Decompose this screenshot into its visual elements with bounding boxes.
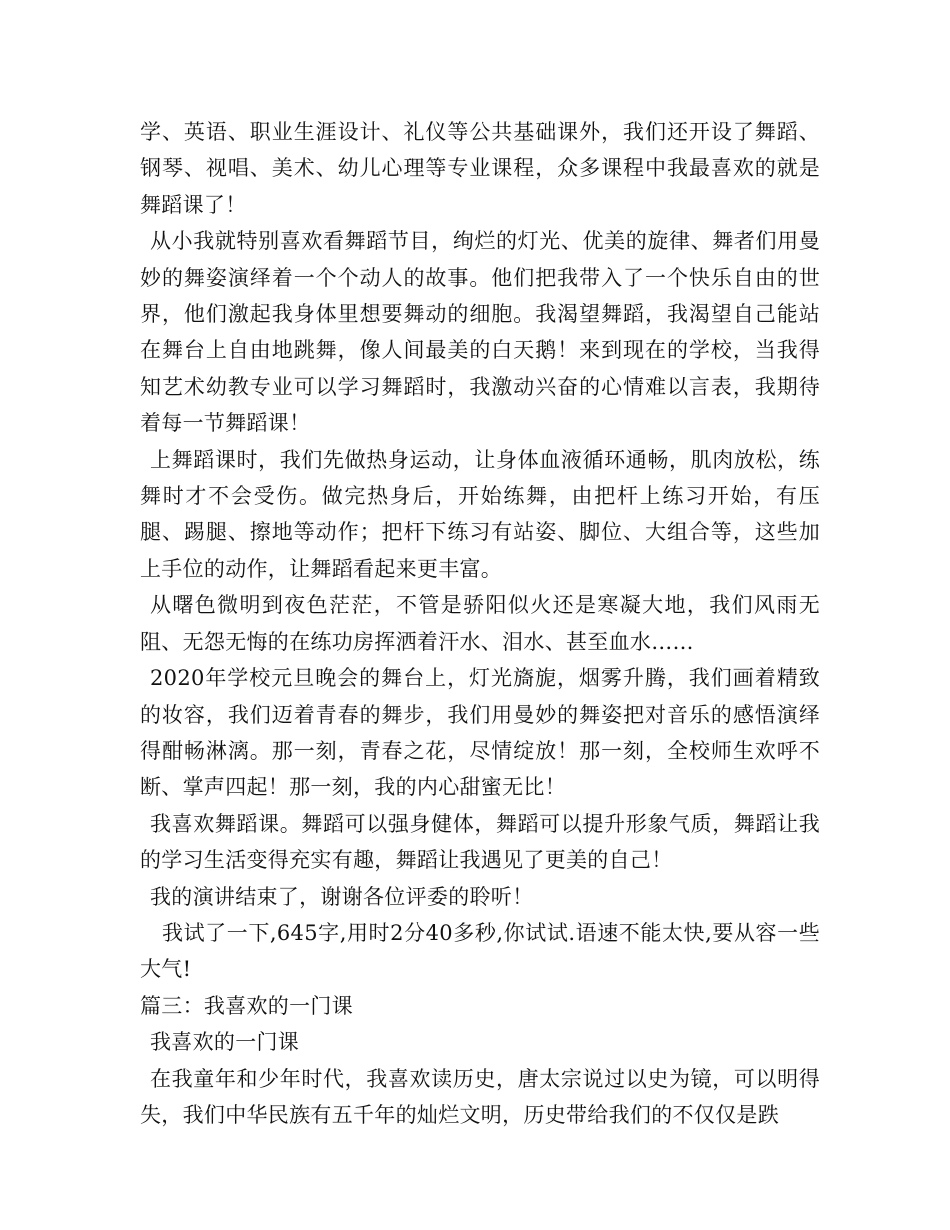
paragraph-note: 我试了一下,645字,用时2分40多秒,你试试.语速不能太快,要从容一些大气! [140, 920, 820, 982]
document-body [140, 114, 820, 1133]
paragraph-practice: 从曙色微明到夜色茫茫，不管是骄阳似火还是寒凝大地，我们风雨无阻、无怨无悔的在练功房挥洒着汗水、泪水、甚至血水…… [140, 593, 820, 654]
section-title: 我喜欢的一门课 [150, 1030, 300, 1055]
paragraph-new-year-show: 2020年学校元旦晚会的舞台上，灯光旖旎，烟雾升腾，我们画着精致的妆容，我们迈着青春的舞步，我们用曼妙的舞姿把对音乐的感悟演绎得酣畅淋漓。那一刻，青春之花，尽情绽放！那一刻，全校师生欢呼不断、掌声四起！那一刻，我的内心甜蜜无比！ [140, 666, 820, 800]
section-heading: 篇三：我喜欢的一门课 [140, 993, 353, 1018]
paragraph-history: 在我童年和少年时代，我喜欢读历史，唐太宗说过以史为镜，可以明得失，我们中华民族有五千年的灿烂文明，历史带给我们的不仅仅是跌 [140, 1066, 820, 1127]
paragraph-i-like-dance: 我喜欢舞蹈课。舞蹈可以强身健体，舞蹈可以提升形象气质，舞蹈让我的学习生活变得充实有趣，舞蹈让我遇见了更美的自己！ [140, 811, 820, 873]
paragraph-speech-end: 我的演讲结束了，谢谢各位评委的聆听！ [150, 884, 534, 909]
paragraph-childhood-dance: 从小我就特别喜欢看舞蹈节目，绚烂的灯光、优美的旋律、舞者们用曼妙的舞姿演绎着一个个动人的故事。他们把我带入了一个快乐自由的世界，他们激起我身体里想要舞动的细胞。我渴望舞蹈，我渴望自己能站在舞台上自由地跳舞，像人间最美的白天鹅！来到现在的学校，当我得知艺术幼教专业可以学习舞蹈时，我激动兴奋的心情难以言表，我期待着每一节舞蹈课！ [140, 229, 820, 436]
paragraph-dance-class: 上舞蹈课时，我们先做热身运动，让身体血液循环通畅，肌肉放松，练舞时才不会受伤。做完热身后，开始练舞，由把杆上练习开始，有压腿、踢腿、擦地等动作；把杆下练习有站姿、脚位、大组合等，这些加上手位的动作，让舞蹈看起来更丰富。 [140, 447, 820, 581]
paragraph-course-list: 学、英语、职业生涯设计、礼仪等公共基础课外，我们还开设了舞蹈、钢琴、视唱、美术、幼儿心理等专业课程，众多课程中我最喜欢的就是舞蹈课了！ [140, 120, 820, 217]
